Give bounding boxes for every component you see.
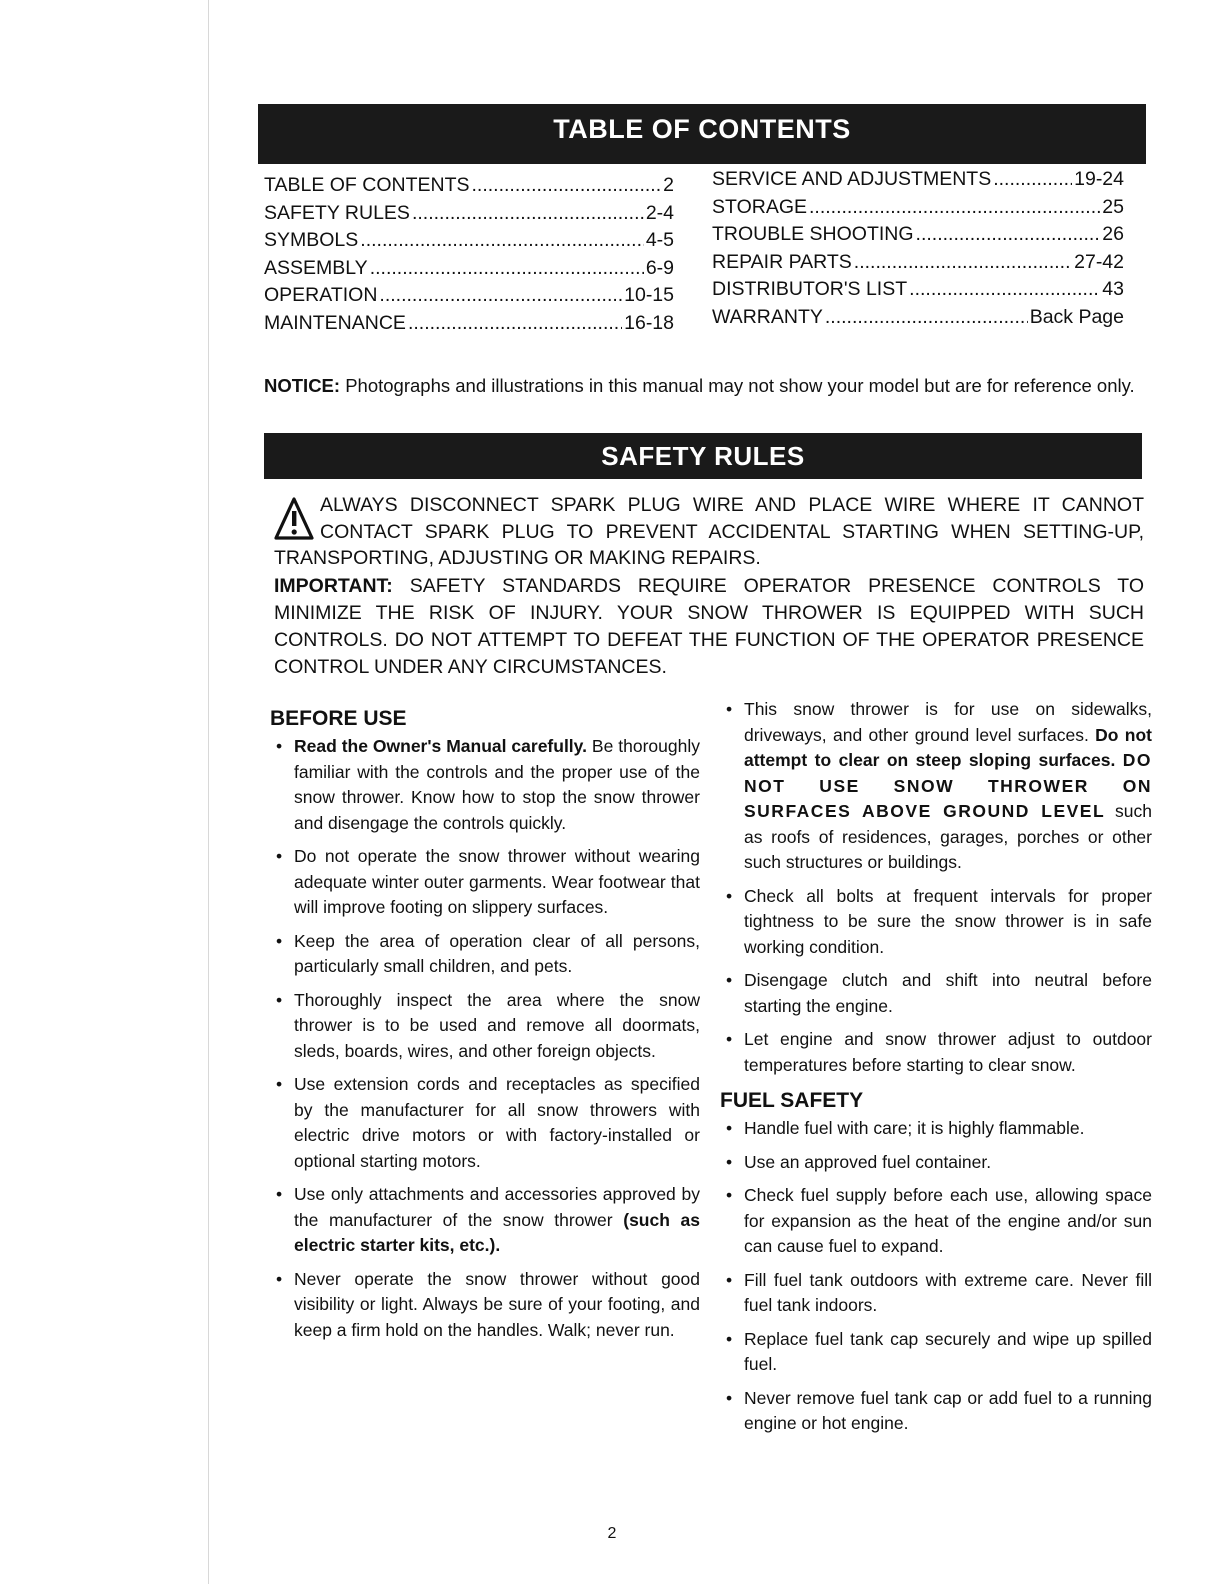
important-label: IMPORTANT: (274, 575, 393, 597)
list-item: • Thoroughly inspect the area where the snow thrower is to be used and remove all doormats, sleds, boards, wires, and other foreign objects. (270, 988, 700, 1065)
important-text: SAFETY STANDARDS REQUIRE OPERATOR PRESENCE CONTROLS TO MINIMIZE THE RISK OF INJURY. YOUR SNOW THROWER IS EQUIPPED WITH SUCH CONTROLS. DO NOT ATTEMPT TO DEFEAT THE FUNCTION OF THE OPERATOR PRESENCE CONTROL UNDER ANY CIRCUMSTANCES. (274, 575, 1145, 678)
list-item: • Replace fuel tank cap securely and wipe up spilled fuel. (720, 1327, 1152, 1378)
notice-label: NOTICE: (264, 375, 341, 396)
notice-paragraph (264, 372, 1144, 400)
list-item: • Use only attachments and accessories approved by the manufacturer of the snow thrower (such as electric starter kits, etc.). (270, 1182, 700, 1259)
list-item: • Disengage clutch and shift into neutral before starting the engine. (720, 968, 1152, 1019)
notice-text: Photographs and illustrations in this manual may not show your model but are for reference only. (345, 375, 1135, 396)
toc-right-column (712, 166, 1124, 331)
important-paragraph (274, 573, 1144, 681)
left-column (270, 704, 700, 1351)
before-use-list-continued (720, 697, 1152, 1078)
list-item: • Let engine and snow thrower adjust to outdoor temperatures before starting to clear snow. (720, 1027, 1152, 1078)
toc-entry[interactable]: SAFETY RULES ..... 2-4 (264, 200, 674, 228)
toc-entry[interactable]: TROUBLE SHOOTING ..... 26 (712, 221, 1124, 249)
toc-entry[interactable]: SYMBOLS ..... 4-5 (264, 227, 674, 255)
toc-entry[interactable]: REPAIR PARTS ..... 27-42 (712, 249, 1124, 277)
warning-text: ALWAYS DISCONNECT SPARK PLUG WIRE AND PLACE WIRE WHERE IT CANNOT CONTACT SPARK PLUG TO PREVENT ACCIDENTAL STARTING WHEN SETTING-UP, TRANSPORTING, ADJUSTING OR MAKING REPAIRS. (274, 494, 1144, 569)
safety-rules-heading: SAFETY RULES (264, 433, 1142, 479)
fuel-safety-list (720, 1116, 1152, 1437)
toc-entry[interactable]: WARRANTY ..... Back Page (712, 304, 1124, 332)
list-item: • Use an approved fuel container. (720, 1150, 1152, 1176)
fuel-safety-heading: FUEL SAFETY (720, 1089, 864, 1112)
spark-plug-warning (274, 492, 1144, 572)
list-item: • Check all bolts at frequent intervals for proper tightness to be sure the snow thrower is in safe working condition. (720, 884, 1152, 961)
before-use-heading: BEFORE USE (270, 707, 407, 730)
before-use-list (270, 734, 700, 1343)
page-margin-line (208, 0, 209, 1584)
list-item: • Never operate the snow thrower without good visibility or light. Always be sure of your footing, and keep a firm hold on the handles. Walk; never run. (270, 1267, 700, 1344)
list-item: • Use extension cords and receptacles as specified by the manufacturer for all snow throwers with electric drive motors or with factory-installed or optional starting motors. (270, 1072, 700, 1174)
list-item: • Fill fuel tank outdoors with extreme care. Never fill fuel tank indoors. (720, 1268, 1152, 1319)
list-item: • This snow thrower is for use on sidewalks, driveways, and other ground level surfaces. Do not attempt to clear on steep sloping surfaces. DO NOT USE SNOW THROWER ON SURFACES ABOVE GROUND LEVEL such as roofs of residences, garages, porches or other such structures or buildings. (720, 697, 1152, 876)
warning-triangle-icon (274, 496, 314, 542)
toc-entry[interactable]: SERVICE AND ADJUSTMENTS ..... 19-24 (712, 166, 1124, 194)
toc-entry[interactable]: DISTRIBUTOR'S LIST ..... 43 (712, 276, 1124, 304)
toc-entry[interactable]: ASSEMBLY ..... 6-9 (264, 255, 674, 283)
list-item: • Handle fuel with care; it is highly flammable. (720, 1116, 1152, 1142)
list-item: • Check fuel supply before each use, allowing space for expansion as the heat of the engine and/or sun can cause fuel to expand. (720, 1183, 1152, 1260)
list-item: • Do not operate the snow thrower without wearing adequate winter outer garments. Wear footwear that will improve footing on slippery surfaces. (270, 844, 700, 921)
toc-entry[interactable]: MAINTENANCE ..... 16-18 (264, 310, 674, 338)
toc-entry[interactable]: TABLE OF CONTENTS ..... 2 (264, 172, 674, 200)
list-item: • Keep the area of operation clear of all persons, particularly small children, and pets. (270, 929, 700, 980)
toc-left-column (264, 172, 674, 337)
list-item: • Never remove fuel tank cap or add fuel to a running engine or hot engine. (720, 1386, 1152, 1437)
toc-entry[interactable]: STORAGE ..... 25 (712, 194, 1124, 222)
page-number: 2 (607, 1525, 617, 1542)
right-column (720, 697, 1152, 1445)
list-item: • Read the Owner's Manual carefully. Be thoroughly familiar with the controls and the proper use of the snow thrower. Know how to stop the snow thrower and disengage the controls quickly. (270, 734, 700, 836)
toc-entry[interactable]: OPERATION ..... 10-15 (264, 282, 674, 310)
toc-heading: TABLE OF CONTENTS (258, 104, 1146, 164)
